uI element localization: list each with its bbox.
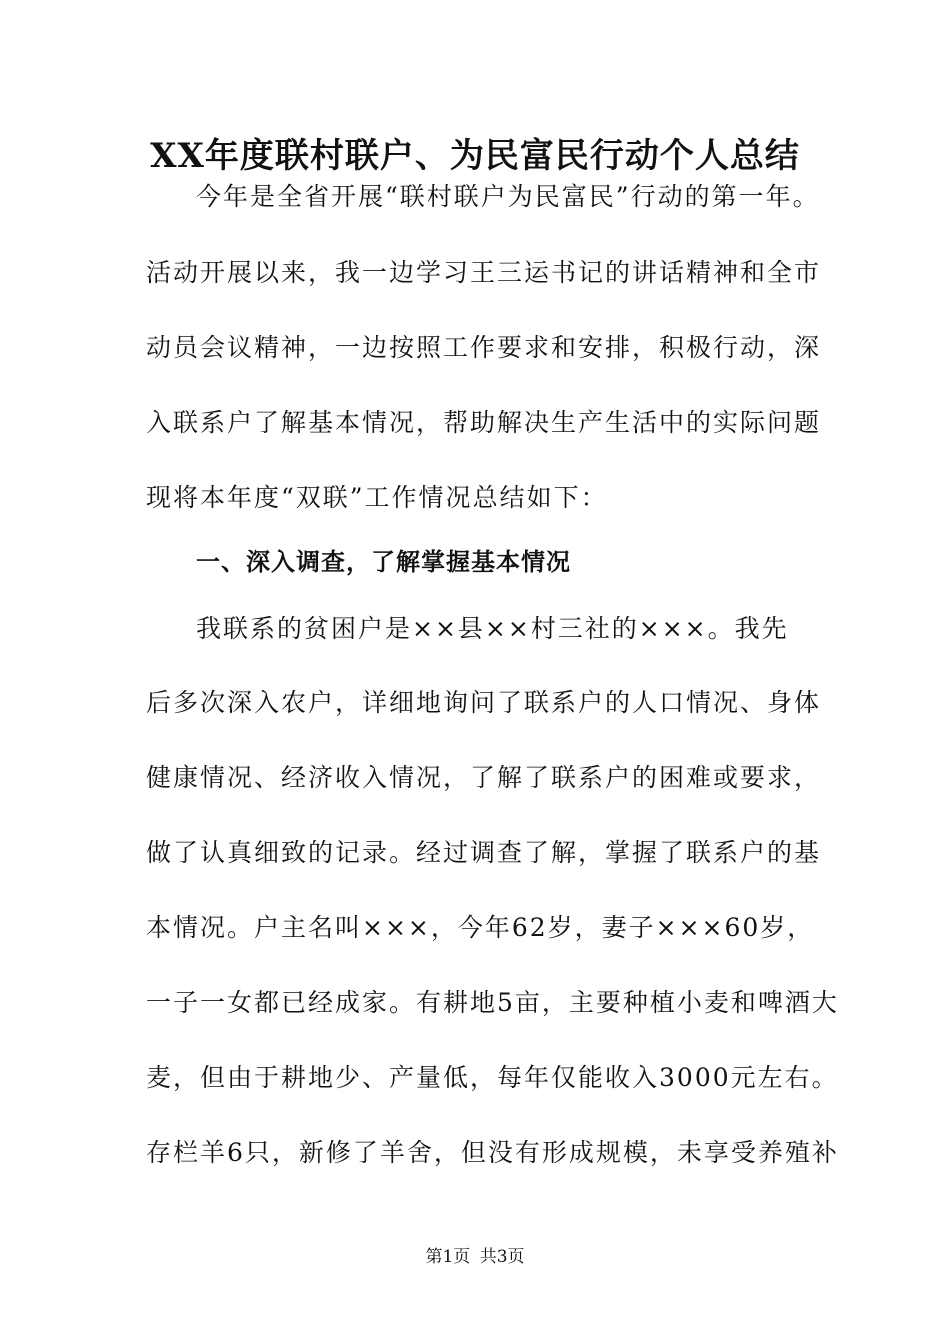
paragraph-line: 后多次深入农户，详细地询问了联系户的人口情况、身体 (146, 688, 822, 717)
page-number: 第1页 (425, 1247, 471, 1267)
paragraph-line: 今年是全省开展“联村联户为民富民”行动的第一年。 (196, 182, 820, 211)
paragraph-line: 健康情况、经济收入情况，了解了联系户的困难或要求， (146, 763, 822, 792)
paragraph-line: 活动开展以来，我一边学习王三运书记的讲话精神和全市 (146, 258, 822, 287)
paragraph-line: 入联系户了解基本情况，帮助解决生产生活中的实际问题 (146, 408, 822, 437)
paragraph-line: 现将本年度“双联”工作情况总结如下： (146, 483, 608, 512)
page-footer (0, 1242, 950, 1267)
paragraph-line: 我联系的贫困户是××县××村三社的×××。我先 (196, 614, 789, 643)
page-total: 共3页 (479, 1247, 525, 1267)
paragraph-line: 存栏羊6只，新修了羊舍，但没有形成规模，未享受养殖补 (146, 1138, 839, 1167)
paragraph-line: 一子一女都已经成家。有耕地5亩，主要种植小麦和啤酒大 (146, 988, 839, 1017)
paragraph-line: 做了认真细致的记录。经过调查了解，掌握了联系户的基 (146, 838, 822, 867)
section-heading: 一、深入调查，了解掌握基本情况 (196, 548, 571, 576)
paragraph-line: 动员会议精神，一边按照工作要求和安排，积极行动，深 (146, 333, 822, 362)
document-title: XX年度联村联户、为民富民行动个人总结 (150, 136, 800, 176)
paragraph-line: 本情况。户主名叫×××，今年62岁，妻子×××60岁， (146, 913, 815, 942)
paragraph-line: 麦，但由于耕地少、产量低，每年仅能收入3000元左右。 (146, 1063, 839, 1092)
